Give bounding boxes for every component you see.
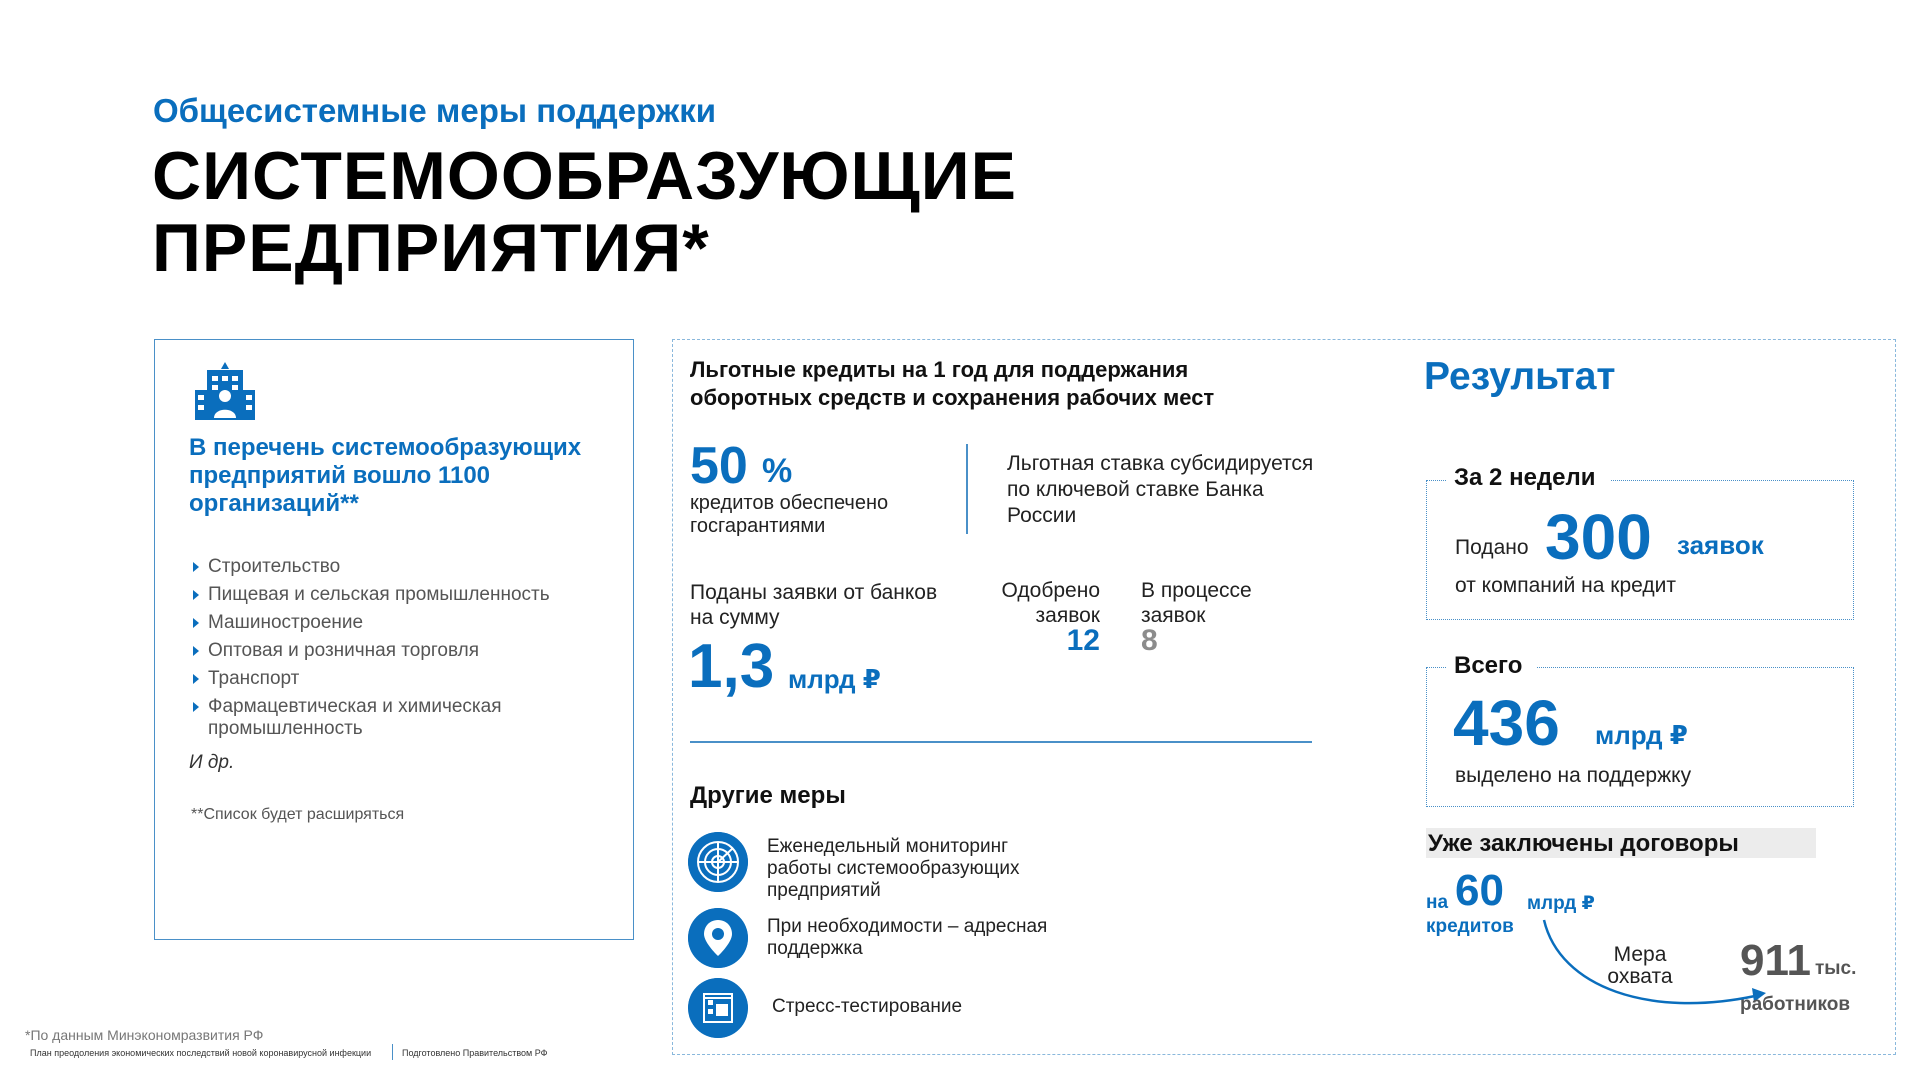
credits-title: Льготные кредиты на 1 год для поддержания оборотных средств и сохранения рабочих мест [690, 357, 1215, 410]
in-process-label: В процессе заявок [1141, 579, 1252, 627]
list-item: Оптовая и розничная торговля [191, 640, 611, 662]
guarantee-percent-value: 50 [690, 437, 748, 495]
list-item: Пищевая и сельская промышленность [191, 584, 611, 606]
applications-label: Поданы заявки от банков на сумму [690, 581, 938, 629]
location-pin-icon [688, 908, 748, 968]
rate-description: Льготная ставка субсидируется по ключевой ставке Банка России [1007, 452, 1314, 527]
other-measures-title: Другие меры [690, 782, 846, 809]
coverage-label: Мера охвата [1607, 943, 1673, 988]
footer-prepared-by: Подготовлено Правительством РФ [402, 1048, 548, 1058]
title-line-2: ПРЕДПРИЯТИЯ* [152, 210, 710, 286]
radar-icon [688, 832, 748, 892]
guarantee-percent-label: кредитов обеспечено госгарантиями [690, 492, 889, 537]
title-line-1: СИСТЕМООБРАЗУЮЩИЕ [152, 138, 1018, 214]
contracts-value: 60 [1455, 866, 1504, 915]
two-weeks-prefix: Подано [1455, 536, 1529, 559]
total-unit: млрд ₽ [1595, 720, 1688, 750]
result-title: Результат [1424, 355, 1616, 398]
list-footnote: **Список будет расширяться [191, 806, 405, 823]
workers-unit: тыс. [1815, 958, 1857, 979]
total-label: Всего [1446, 648, 1536, 684]
total-description: выделено на поддержку [1455, 764, 1692, 787]
applications-amount-unit: млрд ₽ [788, 664, 881, 694]
two-weeks-value: 300 [1545, 501, 1652, 573]
two-weeks-unit: заявок [1677, 530, 1764, 560]
section-subtitle: Общесистемные меры поддержки [153, 92, 717, 129]
measure-stress-test-text: Стресс-тестирование [772, 996, 963, 1017]
approved-label: Одобрено заявок [1001, 579, 1100, 627]
enterprises-count-heading: В перечень системообразующих предприятий вошло 1100 организаций** [189, 434, 582, 517]
list-etc: И др. [189, 752, 235, 773]
building-icon [193, 360, 257, 424]
list-item: Строительство [191, 556, 611, 578]
footer-plan-text: План преодоления экономических последствий новой коронавирусной инфекции [30, 1048, 372, 1058]
stress-test-icon [688, 978, 748, 1038]
source-note: *По данным Минэкономразвития РФ [25, 1027, 264, 1043]
measure-monitoring-text: Еженедельный мониторинг работы системообразующих предприятий [767, 836, 1020, 901]
contracts-suffix: кредитов [1426, 916, 1514, 937]
two-weeks-label: За 2 недели [1446, 460, 1610, 496]
in-process-value: 8 [1141, 624, 1158, 657]
applications-amount-value: 1,3 [688, 632, 775, 701]
page-title [152, 140, 1017, 284]
approved-value: 12 [1066, 624, 1100, 657]
horizontal-divider [690, 741, 1312, 743]
list-item: Машиностроение [191, 612, 611, 634]
contracts-prefix: на [1426, 892, 1449, 913]
workers-value: 911 [1740, 936, 1811, 985]
total-value: 436 [1453, 687, 1560, 759]
contracts-label: Уже заключены договоры [1428, 830, 1739, 857]
list-item: Транспорт [191, 668, 611, 690]
workers-label: работников [1740, 994, 1851, 1015]
guarantee-percent-unit: % [762, 452, 793, 490]
two-weeks-description: от компаний на кредит [1455, 574, 1676, 597]
list-item: Фармацевтическая и химическая промышленность [191, 696, 611, 740]
footer-separator [392, 1044, 393, 1060]
vertical-divider [966, 444, 968, 534]
contracts-unit: млрд ₽ [1527, 893, 1595, 914]
industry-list [191, 556, 611, 746]
measure-targeted-support-text: При необходимости – адресная поддержка [767, 916, 1048, 959]
